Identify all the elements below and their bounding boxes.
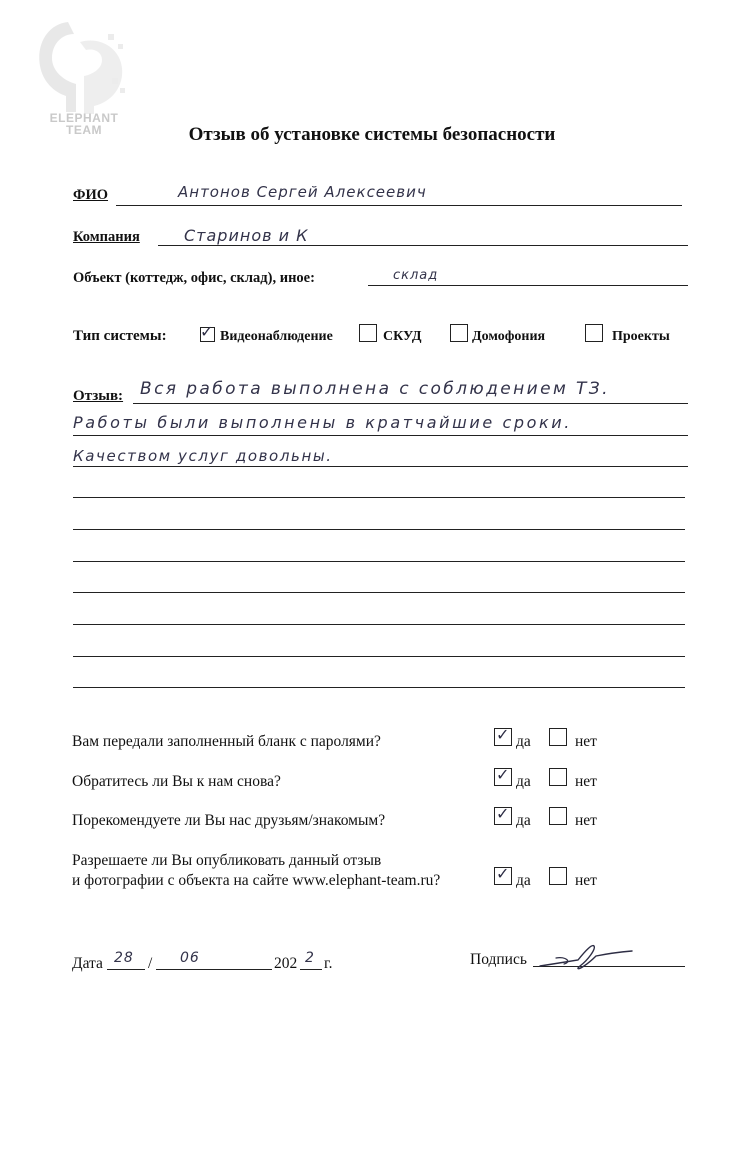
checkbox-no[interactable] [549, 768, 567, 786]
review-line [73, 466, 688, 467]
checkbox-yes[interactable] [494, 804, 512, 825]
system-option-label: Домофония [472, 329, 546, 344]
signature-label: Подпись [470, 951, 527, 968]
date-separator: / [148, 955, 153, 972]
review-line [73, 561, 685, 562]
date-year-prefix: 202 [274, 955, 298, 972]
logo-text: ELEPHANT TEAM [49, 111, 119, 137]
question-return: Обратитесь ли Вы к нам снова? [72, 773, 281, 790]
checkbox-proekty[interactable] [585, 324, 603, 342]
question-passwords: Вам передали заполненный бланк с паролями? [72, 733, 381, 750]
yes-label: да [516, 733, 531, 750]
checkbox-yes[interactable] [494, 725, 512, 746]
check-mark-icon: ✓ [496, 804, 510, 823]
checkbox-no[interactable] [549, 728, 567, 746]
signature-icon[interactable] [536, 940, 636, 974]
date-day-line [107, 969, 145, 970]
no-label: нет [575, 733, 597, 750]
system-option-label: Проекты [612, 329, 670, 344]
checkbox-no[interactable] [549, 807, 567, 825]
review-text-line[interactable]: Качеством услуг довольны. [73, 447, 333, 465]
no-label: нет [575, 773, 597, 790]
question-publish-line2: и фотографии с объекта на сайте www.elephant-team.ru? [72, 872, 441, 889]
checkbox-no[interactable] [549, 867, 567, 885]
review-line [73, 687, 685, 688]
review-line [73, 656, 685, 657]
date-year-digit[interactable]: 2 [305, 950, 315, 966]
company-label: Компания [73, 229, 140, 245]
checkbox-yes[interactable] [494, 765, 512, 786]
date-month[interactable]: 06 [180, 950, 200, 966]
company-line [158, 245, 688, 246]
fio-value[interactable]: Антонов Сергей Алексеевич [178, 183, 427, 201]
review-line [73, 497, 685, 498]
review-text-line[interactable]: Работы были выполнены в кратчайшие сроки. [73, 413, 572, 432]
checkbox-yes[interactable] [494, 864, 512, 885]
checkbox-videonablyudenie[interactable] [200, 322, 215, 342]
review-line [73, 435, 688, 436]
object-line [368, 285, 688, 286]
review-line [73, 529, 685, 530]
company-value[interactable]: Старинов и К [184, 226, 309, 245]
question-publish-line1: Разрешаете ли Вы опубликовать данный отзыв [72, 852, 382, 869]
review-line [133, 403, 688, 404]
system-option-label: Видеонаблюдение [220, 329, 333, 344]
check-mark-icon: ✓ [496, 765, 510, 784]
date-suffix: г. [324, 955, 333, 972]
checkbox-domofoniya[interactable] [450, 324, 468, 342]
fio-label: ФИО [73, 187, 109, 203]
no-label: нет [575, 872, 597, 889]
page-title: Отзыв об установке системы безопасности [188, 124, 556, 145]
review-line [73, 592, 685, 593]
check-mark-icon: ✓ [200, 322, 214, 341]
date-month-line [156, 969, 272, 970]
question-recommend: Порекомендуете ли Вы нас друзьям/знакомым? [72, 812, 386, 829]
object-value[interactable]: склад [393, 268, 439, 283]
date-day[interactable]: 28 [114, 950, 134, 966]
review-line [73, 624, 685, 625]
yes-label: да [516, 773, 531, 790]
date-label: Дата [72, 955, 103, 972]
fio-line [116, 205, 682, 206]
check-mark-icon: ✓ [496, 864, 510, 883]
yes-label: да [516, 872, 531, 889]
review-label: Отзыв: [73, 388, 124, 404]
system-label: Тип системы: [73, 328, 167, 344]
review-text-line[interactable]: Вся работа выполнена с соблюдением ТЗ. [140, 379, 610, 399]
check-mark-icon: ✓ [496, 725, 510, 744]
no-label: нет [575, 812, 597, 829]
object-label: Объект (коттедж, офис, склад), иное: [73, 270, 315, 286]
date-year-line [300, 969, 322, 970]
system-option-label: СКУД [383, 329, 422, 344]
checkbox-skud[interactable] [359, 324, 377, 342]
yes-label: да [516, 812, 531, 829]
